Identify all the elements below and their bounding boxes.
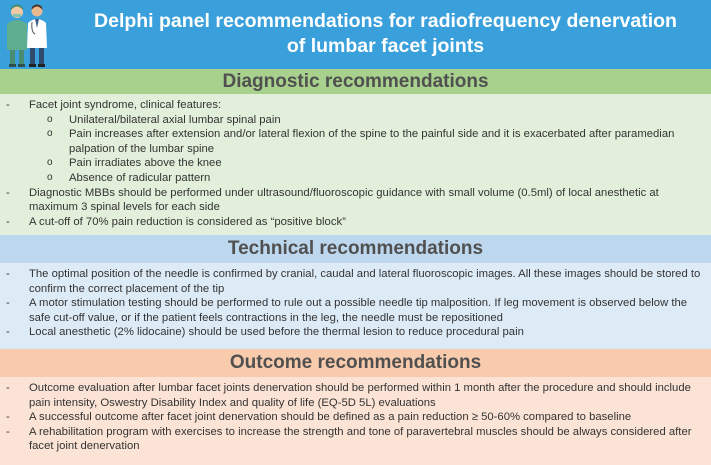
sub-list [29, 113, 701, 186]
sub-list-item-text: Absence of radicular pattern [69, 171, 211, 184]
circle-bullet-icon: o [47, 171, 53, 183]
page-title [60, 9, 711, 59]
outcome-section [0, 377, 711, 465]
list-item: - A rehabilitation program with exercises to increase the strength and tone of paravertebral muscles should be always considered after facet joint denervation [6, 425, 692, 453]
list-item-text: A rehabilitation program with exercises to increase the strength and tone of paravertebral muscles should be always considered after facet joint denervation [29, 425, 692, 453]
outcome-heading: Outcome recommendations [0, 349, 711, 377]
list-item: - Local anesthetic (2% lidocaine) should be used before the thermal lesion to reduce procedural pain [6, 326, 524, 339]
technical-section [0, 263, 711, 349]
circle-bullet-icon: o [47, 157, 53, 169]
technical-list [0, 263, 711, 340]
header-banner [0, 0, 711, 69]
list-item-text: Facet joint syndrome, clinical features: [29, 99, 222, 111]
sub-list-item-text: Pain increases after extension and/or lateral flexion of the spine to the painful side and it is exacerbated after paramedian palpation of the lumbar spine [69, 128, 675, 155]
technical-heading: Technical recommendations [0, 235, 711, 263]
diagnostic-list [0, 94, 711, 229]
list-item: - A cut-off of 70% pain reduction is considered as “positive block” [6, 215, 346, 228]
list-item: - Outcome evaluation after lumbar facet joints denervation should be performed within 1 month after the procedure and should include pain intensity, Oswestry Disability Index and quality of life (EQ-5D 5L) evaluations [6, 382, 691, 409]
diagnostic-heading: Diagnostic recommendations [0, 69, 711, 94]
sub-list-item [0, 156, 701, 171]
list-item-text: A motor stimulation testing should be performed to rule out a possible needle tip malposition. If leg movement is observed below the safe cut-off value, or if the patient feels contractions in the leg, the needle must be repositioned [29, 297, 688, 324]
list-item-text: Local anesthetic (2% lidocaine) should be used before the thermal lesion to reduce procedural pain [29, 326, 524, 339]
list-item-text: Outcome evaluation after lumbar facet joints denervation should be performed within 1 month after the procedure and should include pain intensity, Oswestry Disability Index and quality of life (EQ-5D 5L) evaluations [29, 382, 691, 409]
list-item: - A successful outcome after facet joint denervation should be defined as a pain reduction ≥ 50-60% compared to baseline [6, 411, 632, 424]
sub-list-item [0, 113, 701, 128]
list-item: - Diagnostic MBBs should be performed under ultrasound/fluoroscopic guidance with small volume (0.5ml) of local anesthetic at maximum 3 spinal levels for each side [6, 186, 659, 214]
list-item-text: Diagnostic MBBs should be performed under ultrasound/fluoroscopic guidance with small volume (0.5ml) of local anesthetic at maximum 3 spinal levels for each side [29, 186, 659, 214]
outcome-list [0, 377, 711, 454]
title-line-1: Delphi panel recommendations for radiofrequency denervation [94, 10, 677, 32]
list-item-text: The optimal position of the needle is confirmed by cranial, caudal and lateral fluoroscopic images. All these images should be stored to confirm the correct placement of the tip [29, 268, 701, 295]
sub-list-item-text: Pain irradiates above the knee [69, 157, 222, 170]
title-line-2: of lumbar facet joints [286, 35, 485, 57]
list-item: - The optimal position of the needle is confirmed by cranial, caudal and lateral fluoroscopic images. All these images should be stored to confirm the correct placement of the tip [6, 268, 701, 295]
diagnostic-section [0, 94, 711, 235]
list-item: - A motor stimulation testing should be performed to rule out a possible needle tip malposition. If leg movement is observed below the safe cut-off value, or if the patient feels contractions in the leg, the needle must be repositioned [6, 297, 688, 324]
list-item-text: A successful outcome after facet joint denervation should be defined as a pain reduction ≥ 50-60% compared to baseline [29, 411, 632, 424]
circle-bullet-icon: o [47, 128, 53, 140]
sub-list-item [0, 171, 701, 186]
list-item-text: A cut-off of 70% pain reduction is considered as “positive block” [29, 215, 346, 228]
list-item: - Facet joint syndrome, clinical features: o Unilateral/bilateral axial lumbar spinal pain o Pain increases after extension and/or lateral flexion of the spine to the painful side and it is exacerbated after paramedian palpation of the lumbar spine o Pain irradiates above the knee o Absence of radicular pattern [0, 98, 711, 186]
sub-list-item-text: Unilateral/bilateral axial lumbar spinal pain [69, 113, 281, 126]
circle-bullet-icon: o [47, 113, 53, 125]
sub-list-item [0, 127, 701, 156]
doctors-icon [4, 2, 50, 68]
